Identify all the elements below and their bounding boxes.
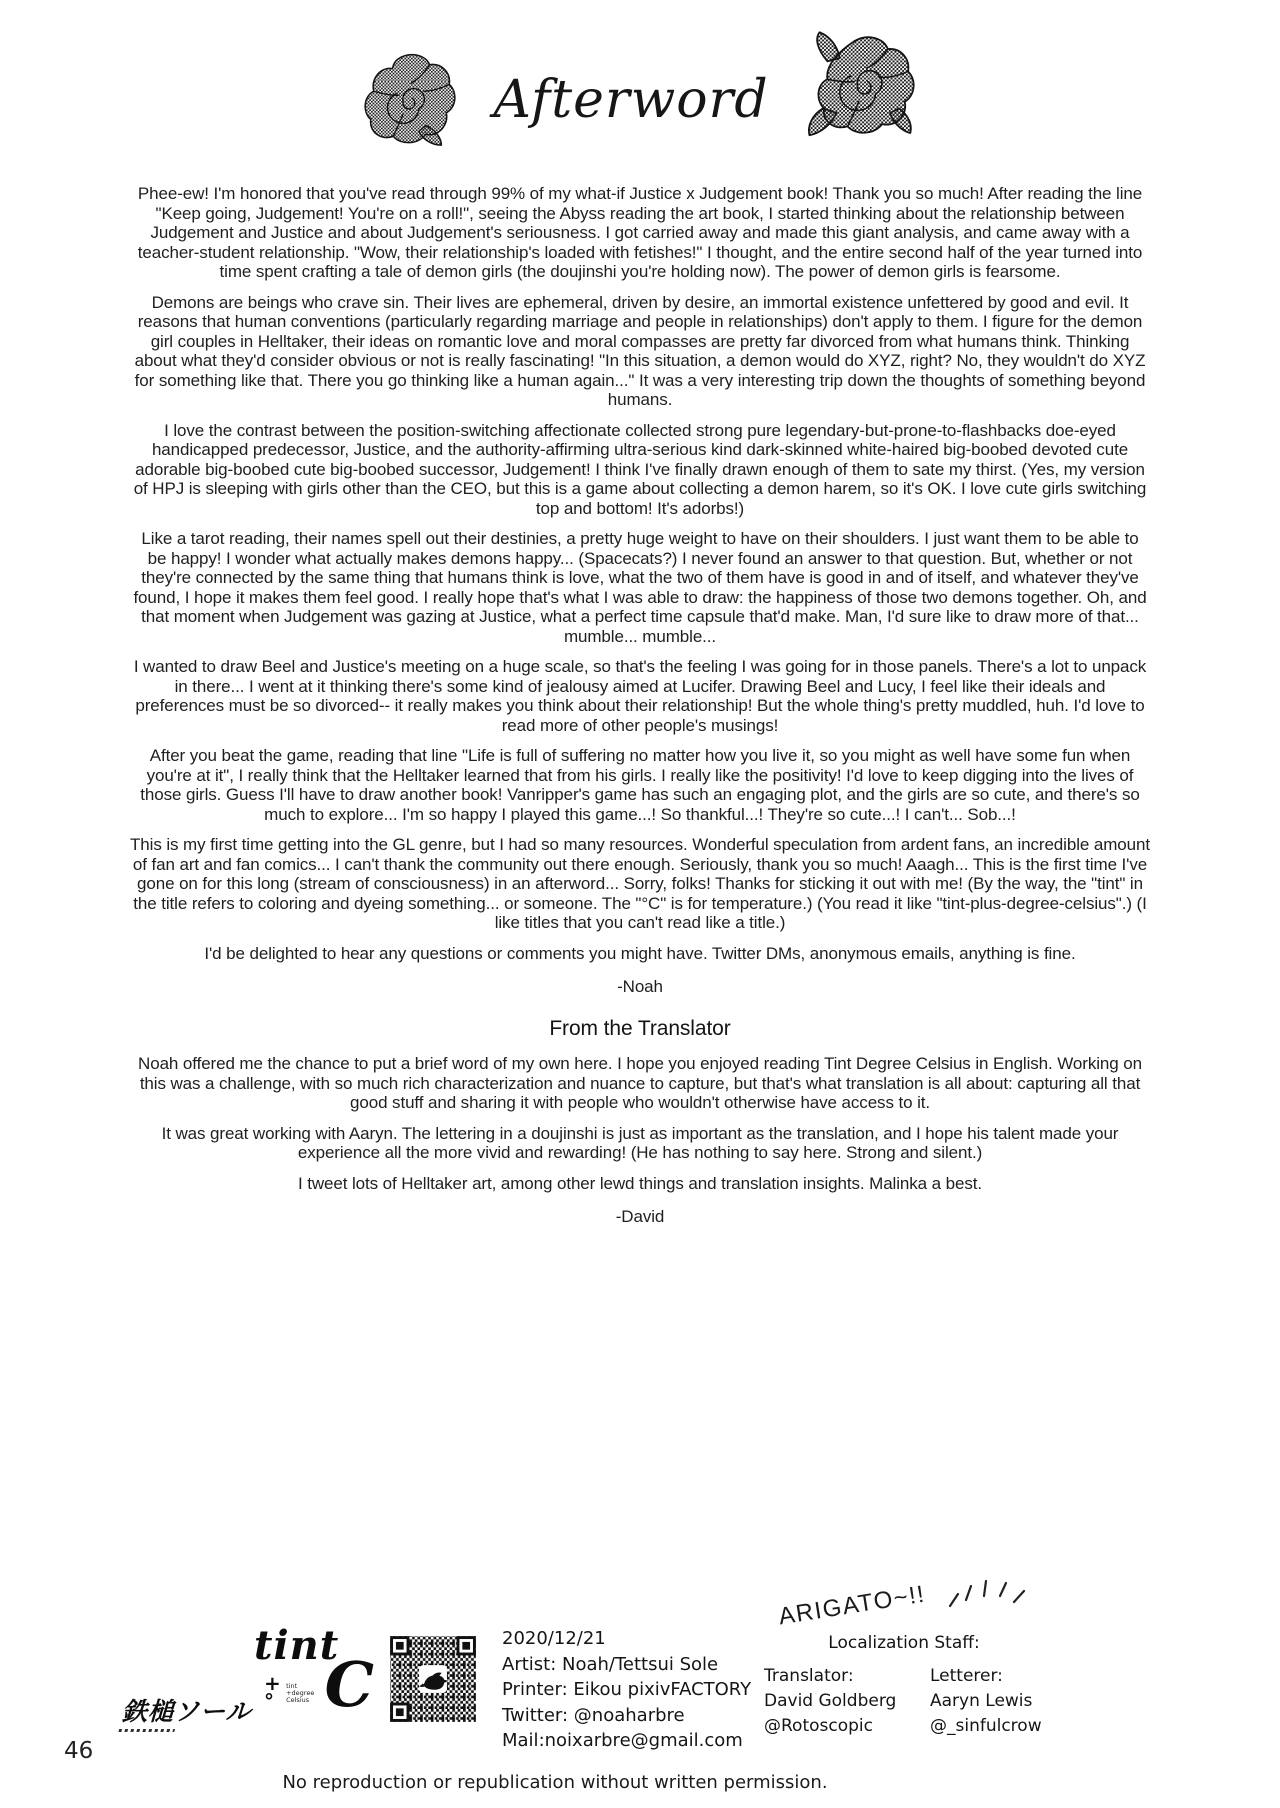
letterer-name: Aaryn Lewis <box>930 1691 1033 1711</box>
emphasis-ticks-doodle <box>944 1572 1030 1620</box>
translator-paragraph: It was great working with Aaryn. The lettering in a doujinshi is just as important as the translation, and I hope his talent made your experience all the more vivid and rewarding! (He has nothing to say here. Strong and silent.) <box>161 1123 1119 1162</box>
rose-ornament-right-icon <box>803 30 919 142</box>
translator-name: David Goldberg <box>764 1691 897 1711</box>
translator-section-heading: From the Translator <box>549 1016 731 1040</box>
afterword-paragraph: I love the contrast between the position-switching affectionate collected strong pure legendary-but-prone-to-flashbacks doe-eyed handicapped predecessor, Justice, and the authority-affirming ultra-serious kind dark-skinned white-haired big-boobed devoted cute adorable big-boobed cute big-boobed successor, Judgement! I think I've finally drawn enough of them to sate my thirst. (Yes, my version of HPJ is sleeping with girls other than the CEO, but this is a game about collecting a demon harem, so it's OK. I love cute girls switching top and bottom! It's adorbs!) <box>133 420 1147 518</box>
translator-role: Translator: <box>764 1666 854 1686</box>
afterword-body <box>130 184 1150 1227</box>
credit-twitter: Twitter: @noaharbre <box>502 1704 685 1726</box>
localization-staff-heading: Localization Staff: <box>828 1633 980 1653</box>
letterer-handle: @_sinfulcrow <box>930 1716 1042 1736</box>
credit-mail: Mail:noixarbre@gmail.com <box>502 1730 743 1751</box>
arigato-handwriting: ARIGATO~!! <box>776 1580 928 1631</box>
afterword-paragraph: Demons are beings who crave sin. Their lives are ephemeral, driven by desire, an immortal existence unfettered by good and evil. It reasons that human conventions (particularly regarding marriage and people in relationships) don't apply to them. I figure for the demon girl couples in Helltaker, their ideas on romantic love and moral compasses are pretty far divorced from what humans think. Thinking about what they'd consider obvious or not is really fascinating! "In this situation, a demon would do XYZ, right? No, they wouldn't do XYZ for something like that. There you go thinking like a human again..." It was a very interesting trip down the thoughts of something beyond humans. <box>134 292 1146 409</box>
page-number: 46 <box>64 1738 94 1764</box>
tint-logo-plus-degree: +° <box>264 1671 281 1713</box>
translator-signature: -David <box>615 1207 665 1226</box>
letterer-role: Letterer: <box>930 1666 1003 1686</box>
tint-degree-celsius-logo <box>254 1622 374 1721</box>
author-signature: -Noah <box>617 977 663 996</box>
credit-date: 2020/12/21 <box>502 1628 606 1649</box>
afterword-paragraph: After you beat the game, reading that line "Life is full of suffering no matter how you live it, so you might as well have some fun when you're at it", I really think that the Helltaker learned that from his girls. I really like the positivity! I'd love to keep digging into the lives of those girls. Guess I'll have to draw another book! Vanripper's game has such an engaging plot, and the girls are so cute, and there's so much to explore... I'm so happy I played this game...! So thankful...! They're so cute...! I can't... Sob...! <box>140 746 1140 824</box>
credit-artist: Artist: Noah/Tettsui Sole <box>502 1653 719 1675</box>
title-row <box>0 0 1280 160</box>
tint-logo-caption: tint +degree Celsius <box>286 1682 315 1704</box>
localization-translator <box>764 1664 896 1739</box>
afterword-paragraph: I wanted to draw Beel and Justice's meeting on a huge scale, so that's the feeling I was going for in those panels. There's a lot to unpack in there... I went at it thinking there's some kind of jealousy aimed at Lucifer. Drawing Beel and Lucy, I feel like their ideals and preferences must be so divorced-- it really makes you think about their relationship! But the whole thing's pretty muddled, huh. I'd love to read more of other people's musings! <box>133 657 1147 735</box>
afterword-paragraph: Phee-ew! I'm honored that you've read through 99% of my what-if Justice x Judgement book! Thank you so much! After reading the line "Keep going, Judgement! You're on a roll!", seeing the Abyss reading the art book, I started thinking about the relationship between Judgement and Justice and about Judgement's seriousness. I got carried away and made this giant analysis, and came away with a teacher-student relationship. "Wow, their relationship's loaded with fetishes!" I thought, and the entire second half of the year turned into time spent crafting a tale of demon girls (the doujinshi you're holding now). The power of demon girls is fearsome. <box>137 184 1143 281</box>
twitter-qr-code <box>388 1634 478 1724</box>
translator-paragraph: I tweet lots of Helltaker art, among other lewd things and translation insights. Malinka a best. <box>298 1173 982 1193</box>
afterword-paragraph: This is my first time getting into the GL genre, but I had so many resources. Wonderful speculation from ardent fans, an incredible amount of fan art and fan comics... I can't thank the community out there enough. Seriously, thank you so much! Aaagh... This is the first time I've gone on for this long (stream of consciousness) in an afterword... Sorry, folks! Thanks for sticking it out with me! (By the way, the "tint" in the title refers to coloring and dyeing something... or someone. The "°C" is for temperature.) (You read it like "tint-plus-degree-celsius".) (I like titles that you can't read like a title.) <box>130 835 1150 932</box>
credit-printer: Printer: Eikou pixivFACTORY <box>502 1679 752 1700</box>
tint-logo-celsius-c: C <box>324 1648 374 1721</box>
localization-letterer <box>930 1664 1042 1739</box>
copyright-notice: No reproduction or republication without written permission. <box>282 1772 828 1793</box>
translator-paragraph: Noah offered me the chance to put a brief word of my own here. I hope you enjoyed reading Tint Degree Celsius in English. Working on this was a challenge, with so much rich characterization and nuance to capture, but that's what translation is all about: capturing all that good stuff and sharing it with people who wouldn't otherwise have access to it. <box>138 1054 1142 1112</box>
tint-logo-word: tint <box>254 1622 340 1669</box>
credits-block <box>502 1626 751 1754</box>
rose-ornament-left-icon <box>361 50 459 150</box>
translator-handle: @Rotoscopic <box>764 1716 873 1736</box>
afterword-paragraph: I'd be delighted to hear any questions or comments you might have. Twitter DMs, anonymous emails, anything is fine. <box>204 943 1076 963</box>
afterword-paragraph: Like a tarot reading, their names spell out their destinies, a pretty huge weight to have on their shoulders. I just want them to be able to be happy! I wonder what actually makes demons happy... (Spacecats?) I never found an answer to that question. But, whether or not they're connected by the same thing that humans think is love, what the two of them have is good in and of itself, and whatever they've found, I hope it makes them feel good. I really hope that's what I was able to draw: the happiness of those two demons together. Oh, and that moment when Judgement was gazing at Justice, what a perfect time capsule that'd make. Man, I'd sure like to draw more of that... mumble... mumble... <box>133 529 1147 646</box>
page-title: Afterword <box>493 70 769 130</box>
tettsui-sole-logo: 鉄槌ソール <box>118 1692 259 1732</box>
